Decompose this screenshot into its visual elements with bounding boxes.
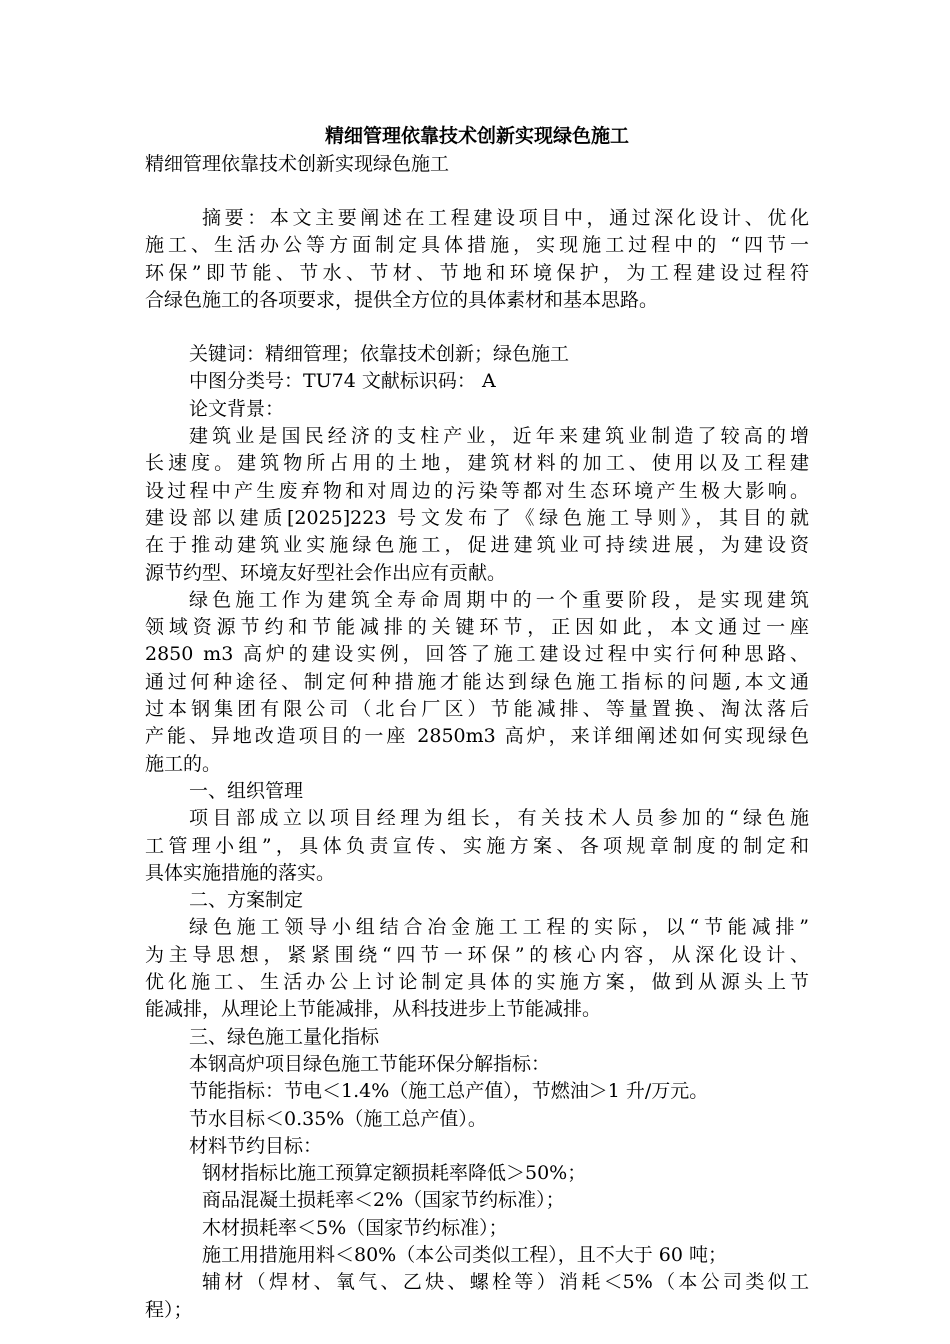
- classification-line: 中图分类号：TU74 文献标识码： A: [189, 370, 496, 393]
- abstract-line: 摘要：本文主要阐述在工程建设项目中，通过深化设计、优化: [202, 207, 809, 229]
- energy-target: 节能指标：节电＜1.4%（施工总产值），节燃油＞1 升/万元。: [189, 1080, 709, 1103]
- paragraph-line: 绿色施工作为建筑全寿命周期中的一个重要阶段，是实现建筑: [189, 588, 809, 611]
- paragraph-line: 产能、异地改造项目的一座 2850m3 高炉，来详细阐述如何实现绿色: [145, 725, 809, 748]
- paragraph-line: 建筑业是国民经济的支柱产业，近年来建筑业制造了较高的增: [189, 425, 809, 448]
- paragraph-line: 工管理小组”，具体负责宣传、实施方案、各项规章制度的制定和: [145, 834, 809, 857]
- section3-intro: 本钢高炉项目绿色施工节能环保分解指标：: [189, 1052, 551, 1075]
- document-page: [145, 122, 809, 1324]
- paragraph-line: 项目部成立以项目经理为组长，有关技术人员参加的“绿色施: [189, 807, 809, 830]
- section-heading: 二、方案制定: [189, 889, 304, 912]
- paragraph-line: 领域资源节约和节能减排的关键环节，正因如此，本文通过一座: [145, 616, 809, 639]
- section-heading: 一、组织管理: [189, 779, 304, 802]
- abstract-line: 环保”即节能、节水、节材、节地和环境保护，为工程建设过程符: [145, 261, 809, 284]
- document-subtitle: 精细管理依靠技术创新实现绿色施工: [145, 153, 450, 175]
- paragraph-line: 为主导思想，紧紧围绕“四节一环保”的核心内容，从深化设计、: [145, 943, 809, 966]
- list-item: 钢材指标比施工预算定额损耗率降低＞50%；: [202, 1162, 587, 1185]
- paragraph-line: 具体实施措施的落实。: [145, 861, 336, 884]
- background-heading: 论文背景：: [189, 397, 285, 420]
- list-item: 辅材（焊材、氧气、乙炔、螺栓等）消耗＜5%（本公司类似工: [202, 1271, 809, 1294]
- material-list: [145, 1160, 809, 1324]
- list-item: 程）；: [145, 1298, 193, 1321]
- paragraph-line: 源节约型、环境友好型社会作出应有贡献。: [145, 561, 507, 584]
- paragraph-line: 绿色施工领导小组结合冶金施工工程的实际，以“节能减排”: [189, 916, 809, 939]
- blank-line: [145, 314, 809, 341]
- abstract-line: 合绿色施工的各项要求，提供全方位的具体素材和基本思路。: [145, 288, 659, 311]
- water-target: 节水目标＜0.35%（施工总产值）。: [189, 1107, 487, 1130]
- section2-paragraph: [145, 914, 809, 1023]
- section-heading: 三、绿色施工量化指标: [189, 1025, 380, 1048]
- paragraph-line: 在于推动建筑业实施绿色施工，促进建筑业可持续进展，为建设资: [145, 534, 809, 557]
- paragraph-line: 施工的。: [145, 752, 222, 775]
- section1-paragraph: [145, 805, 809, 887]
- list-item: 木材损耗率＜5%（国家节约标准）；: [202, 1216, 508, 1239]
- abstract-paragraph: [145, 205, 809, 314]
- background-paragraph-2: [145, 587, 809, 778]
- paragraph-line: 优化施工、生活办公上讨论制定具体的实施方案，做到从源头上节: [145, 971, 809, 994]
- list-item: 施工用措施用料＜80%（本公司类似工程），且不大于 60 吨；: [202, 1243, 727, 1266]
- paragraph-line: 建设部以建质[2025]223 号文发布了《绿色施工导则》，其目的就: [145, 506, 809, 529]
- document-title: 精细管理依靠技术创新实现绿色施工: [324, 125, 629, 147]
- paragraph-line: 能减排，从理论上节能减排，从科技进步上节能减排。: [145, 998, 602, 1021]
- abstract-line: 施工、生活办公等方面制定具体措施，实现施工过程中的 “四节一: [145, 234, 809, 257]
- material-heading: 材料节约目标：: [189, 1134, 323, 1157]
- keywords-line: 关键词：精细管理；依靠技术创新；绿色施工: [189, 343, 570, 366]
- paragraph-line: 长速度。建筑物所占用的土地，建筑材料的加工、使用以及工程建: [145, 452, 809, 475]
- paragraph-line: 设过程中产生废弃物和对周边的污染等都对生态环境产生极大影响。: [145, 479, 809, 502]
- background-paragraph-1: [145, 423, 809, 587]
- paragraph-line: 通过何种途径、制定何种措施才能达到绿色施工指标的问题,本文通: [145, 670, 809, 693]
- paragraph-line: 过本钢集团有限公司（北台厂区）节能减排、等量置换、淘汰落后: [145, 698, 809, 721]
- list-item: 商品混凝土损耗率＜2%（国家节约标准）；: [202, 1189, 565, 1212]
- paragraph-line: 2850 m3 高炉的建设实例，回答了施工建设过程中实行何种思路、: [145, 643, 809, 666]
